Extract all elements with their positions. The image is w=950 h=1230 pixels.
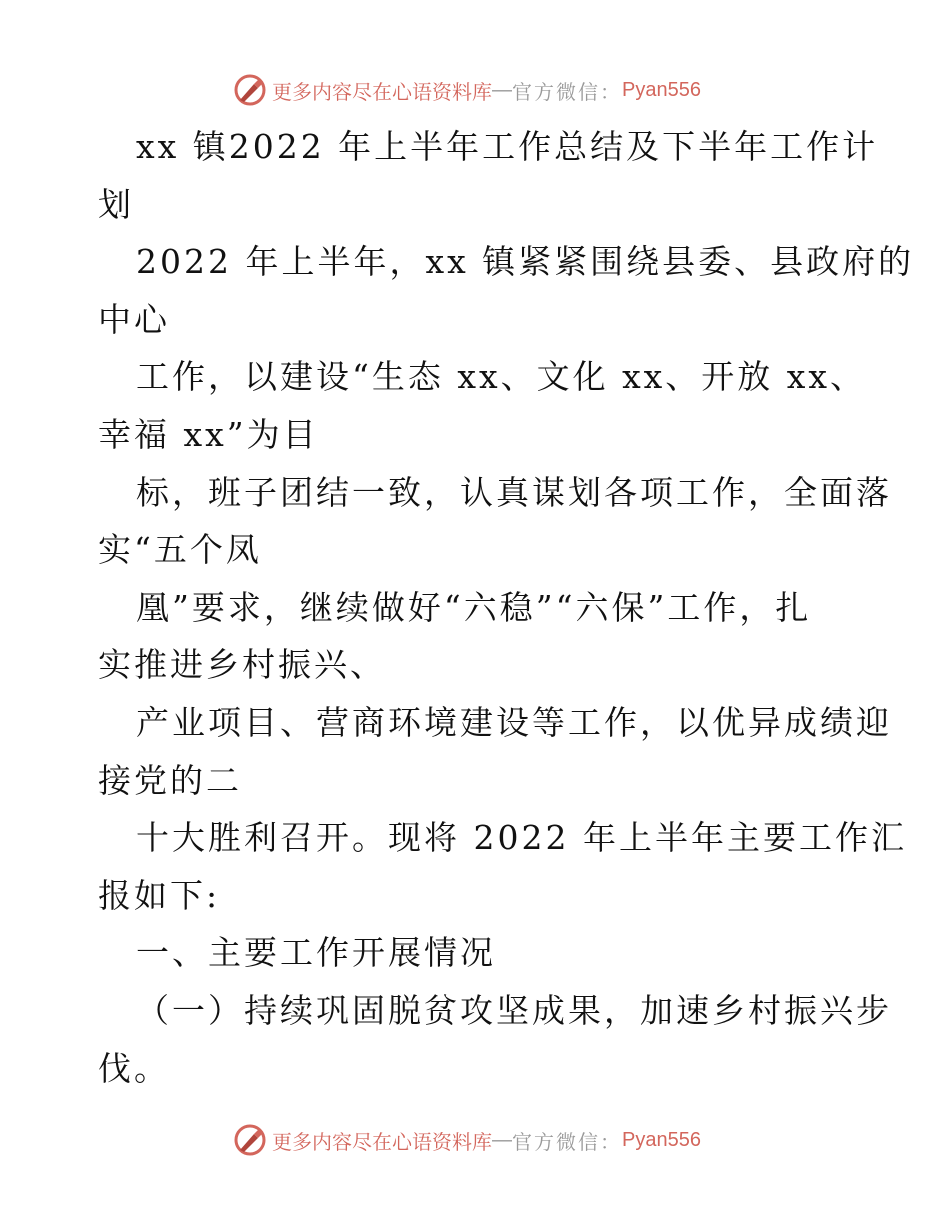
paragraph-line: 接党的二 — [98, 760, 242, 800]
banner-dash: — — [492, 1128, 512, 1151]
title-line-1: xx 镇2022 年上半年工作总结及下半年工作计 — [136, 127, 879, 166]
paragraph-line: 产业项目、营商环境建设等工作，以优异成绩迎 — [136, 702, 892, 742]
paragraph-line: 实推进乡村振兴、 — [98, 645, 386, 685]
paragraph-line: 十大胜利召开。现将 2022 年上半年主要工作汇 — [136, 818, 907, 858]
paragraph-line: 幸福 xx”为目 — [98, 414, 319, 454]
banner-official-label: 官方微信： — [512, 79, 622, 104]
pen-logo-icon — [232, 72, 268, 108]
subsection-heading: （一）持续巩固脱贫攻坚成果，加速乡村振兴步 — [136, 990, 892, 1030]
banner-dash: — — [492, 78, 512, 101]
footer-banner — [232, 1120, 701, 1160]
banner-wechat-id: Pyan556 — [622, 1128, 701, 1151]
subsection-heading-continued: 伐。 — [98, 1048, 170, 1088]
paragraph-line: 实“五个凤 — [98, 530, 262, 570]
paragraph-line: 2022 年上半年，xx 镇紧紧围绕县委、县政府的 — [136, 242, 915, 282]
banner-official-label: 官方微信： — [512, 1129, 622, 1154]
paragraph-line: 凰”要求，继续做好“六稳”“六保”工作，扎 — [136, 587, 812, 627]
title-line-2: 划 — [98, 184, 134, 224]
pen-logo-icon — [232, 1122, 268, 1158]
section-heading: 一、主要工作开展情况 — [136, 933, 496, 973]
banner-main-text: 更多内容尽在心语资料库 — [272, 79, 492, 104]
document-body — [98, 118, 915, 1097]
banner-main-text: 更多内容尽在心语资料库 — [272, 1129, 492, 1154]
paragraph-line: 标，班子团结一致，认真谋划各项工作，全面落 — [136, 472, 892, 512]
header-banner — [232, 70, 701, 110]
paragraph-line: 中心 — [98, 299, 170, 339]
banner-wechat-id: Pyan556 — [622, 78, 701, 101]
paragraph-line: 工作，以建设“生态 xx、文化 xx、开放 xx、 — [136, 357, 867, 397]
paragraph-line: 报如下: — [98, 875, 221, 915]
